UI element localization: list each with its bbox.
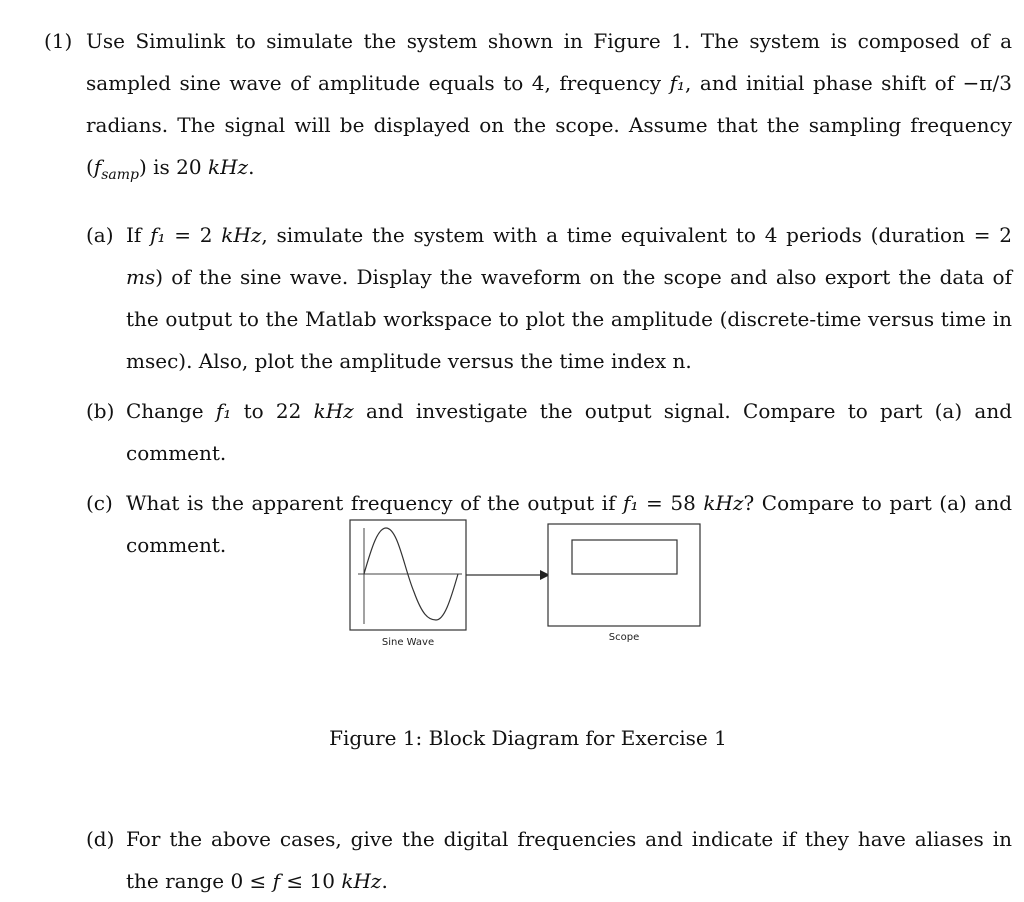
figure-caption: Figure 1: Block Diagram for Exercise 1 <box>329 726 727 750</box>
part-a-text-4: ) of the sine wave. Display the waveform on the scope and also export the data of the output to the Matlab workspace to plot the amplitude (discrete-time versus time in msec). Also, plot the amplitude versus the time index n. <box>126 265 1012 373</box>
part-a-text-1: If <box>126 223 151 247</box>
intro-text-2: , and initial phase shift of −π/3 radians. The signal will be displayed on the scope. Assume that the sampling frequency ( <box>86 71 1012 179</box>
block-diagram <box>340 510 720 655</box>
scope-block <box>548 524 700 643</box>
part-b-text-3: and investigate the output signal. Compare to part (a) and comment. <box>126 399 1012 465</box>
problem-1 <box>44 20 1012 566</box>
intro-fsamp-sub: samp <box>101 167 139 183</box>
problem-number: (1) <box>44 29 73 53</box>
part-b <box>86 390 1012 474</box>
intro-khz: kHz <box>207 155 249 179</box>
part-d <box>86 818 1012 902</box>
part-a-label: (a) <box>86 223 114 247</box>
part-c-text-2: = 58 <box>638 491 704 515</box>
part-d-text-2: ≤ 10 <box>280 869 342 893</box>
part-d-container <box>44 818 1012 902</box>
part-a-text-3: , simulate the system with a time equivalent to 4 periods (duration = 2 <box>261 223 1012 247</box>
block-diagram-svg <box>340 510 720 655</box>
part-d-khz: kHz <box>341 869 382 893</box>
part-a-khz: kHz <box>221 223 262 247</box>
part-b-text-2: to 22 <box>231 399 314 423</box>
part-c-text-3: ? Compare to part (a) and comment. <box>126 491 1013 557</box>
part-a-ms: ms <box>126 265 156 289</box>
part-a <box>86 214 1012 382</box>
signal-arrow <box>466 570 550 580</box>
part-c-label: (c) <box>86 491 113 515</box>
scope-label: Scope <box>608 632 640 643</box>
intro-text-1: Use Simulink to simulate the system shown in Figure 1. The system is composed of a sampled sine wave of amplitude equals to 4, frequency <box>86 29 1012 95</box>
part-b-f1: f₁ <box>215 399 232 423</box>
part-a-text-2: = 2 <box>165 223 222 247</box>
part-a-f1: f₁ <box>150 223 166 247</box>
part-c-f1: f₁ <box>623 491 639 515</box>
part-d-text-1: For the above cases, give the digital frequencies and indicate if they have aliases in the range 0 ≤ <box>126 827 1012 893</box>
part-d-label: (d) <box>86 827 115 851</box>
part-b-label: (b) <box>86 399 115 423</box>
intro-text-3: ) is 20 <box>139 155 208 179</box>
sine-wave-block <box>350 520 466 648</box>
intro-text-4: . <box>248 155 255 179</box>
part-c-text-1: What is the apparent frequency of the output if <box>126 491 624 515</box>
problem-intro <box>86 20 1012 196</box>
sine-wave-label: Sine Wave <box>381 637 435 648</box>
part-b-khz: kHz <box>313 399 354 423</box>
intro-fsamp: f <box>93 155 102 179</box>
intro-f1: f₁ <box>669 71 686 95</box>
part-d-f: f <box>272 869 281 893</box>
scope-screen-icon <box>572 540 677 574</box>
part-c-khz: kHz <box>703 491 744 515</box>
part-d-text-3: . <box>381 869 388 893</box>
part-b-text-1: Change <box>126 399 216 423</box>
